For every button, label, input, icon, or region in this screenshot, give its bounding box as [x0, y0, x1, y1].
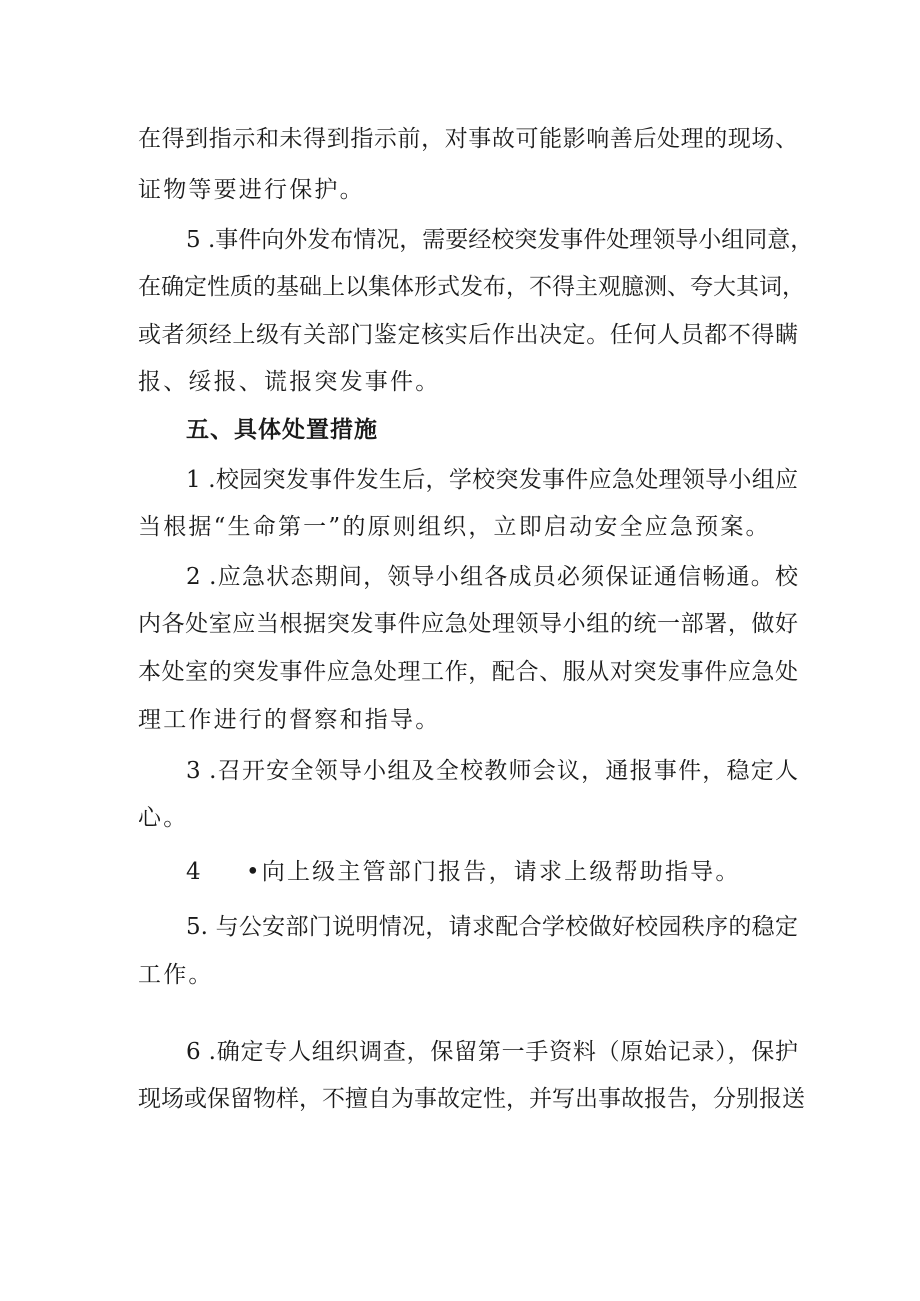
measure-5-line: 5. 与公安部门说明情况，请求配合学校做好校园秩序的稳定 [186, 914, 798, 940]
measure-6-line: 6 .确定专人组织调查，保留第一手资料（原始记录），保护 [186, 1039, 798, 1065]
measure-2-line: 2 .应急状态期间，领导小组各成员必须保证通信畅通。校 [186, 564, 798, 590]
paragraph-line: 心。 [138, 805, 189, 831]
paragraph-line: 或者须经上级有关部门鉴定核实后作出决定。任何人员都不得瞒 [138, 322, 798, 348]
paragraph-line: 工作。 [138, 962, 214, 988]
paragraph-line: 在确定性质的基础上以集体形式发布，不得主观臆测、夸大其词， [138, 274, 805, 300]
paragraph-line: 内各处室应当根据突发事件应急处理领导小组的统一部署，做好 [138, 611, 798, 637]
measure-4-text: •向上级主管部门报告，请求上级帮助指导。 [246, 859, 741, 885]
paragraph-line: 本处室的突发事件应急处理工作，配合、服从对突发事件应急处 [138, 659, 798, 685]
measure-1-line: 1 .校园突发事件发生后，学校突发事件应急处理领导小组应 [186, 467, 798, 493]
paragraph-line: 报、绥报、谎报突发事件。 [138, 369, 441, 395]
section-heading: 五、具体处置措施 [186, 417, 378, 443]
item-5-line: 5 .事件向外发布情况，需要经校突发事件处理领导小组同意， [186, 227, 814, 253]
measure-4-line [186, 857, 798, 887]
paragraph-line: 理工作进行的督察和指导。 [138, 707, 441, 733]
paragraph-line: 在得到指示和未得到指示前，对事故可能影响善后处理的现场、 [138, 126, 798, 152]
measure-3-line: 3 .召开安全领导小组及全校教师会议，通报事件，稳定人 [186, 758, 798, 784]
paragraph-line: 当根据“生命第一”的原则组织，立即启动安全应急预案。 [138, 514, 771, 540]
paragraph-line: 现场或保留物样，不擅自为事故定性，并写出事故报告，分别报送 [138, 1086, 805, 1112]
paragraph-line: 证物等要进行保护。 [138, 177, 365, 203]
item-number: 4 [186, 859, 203, 885]
